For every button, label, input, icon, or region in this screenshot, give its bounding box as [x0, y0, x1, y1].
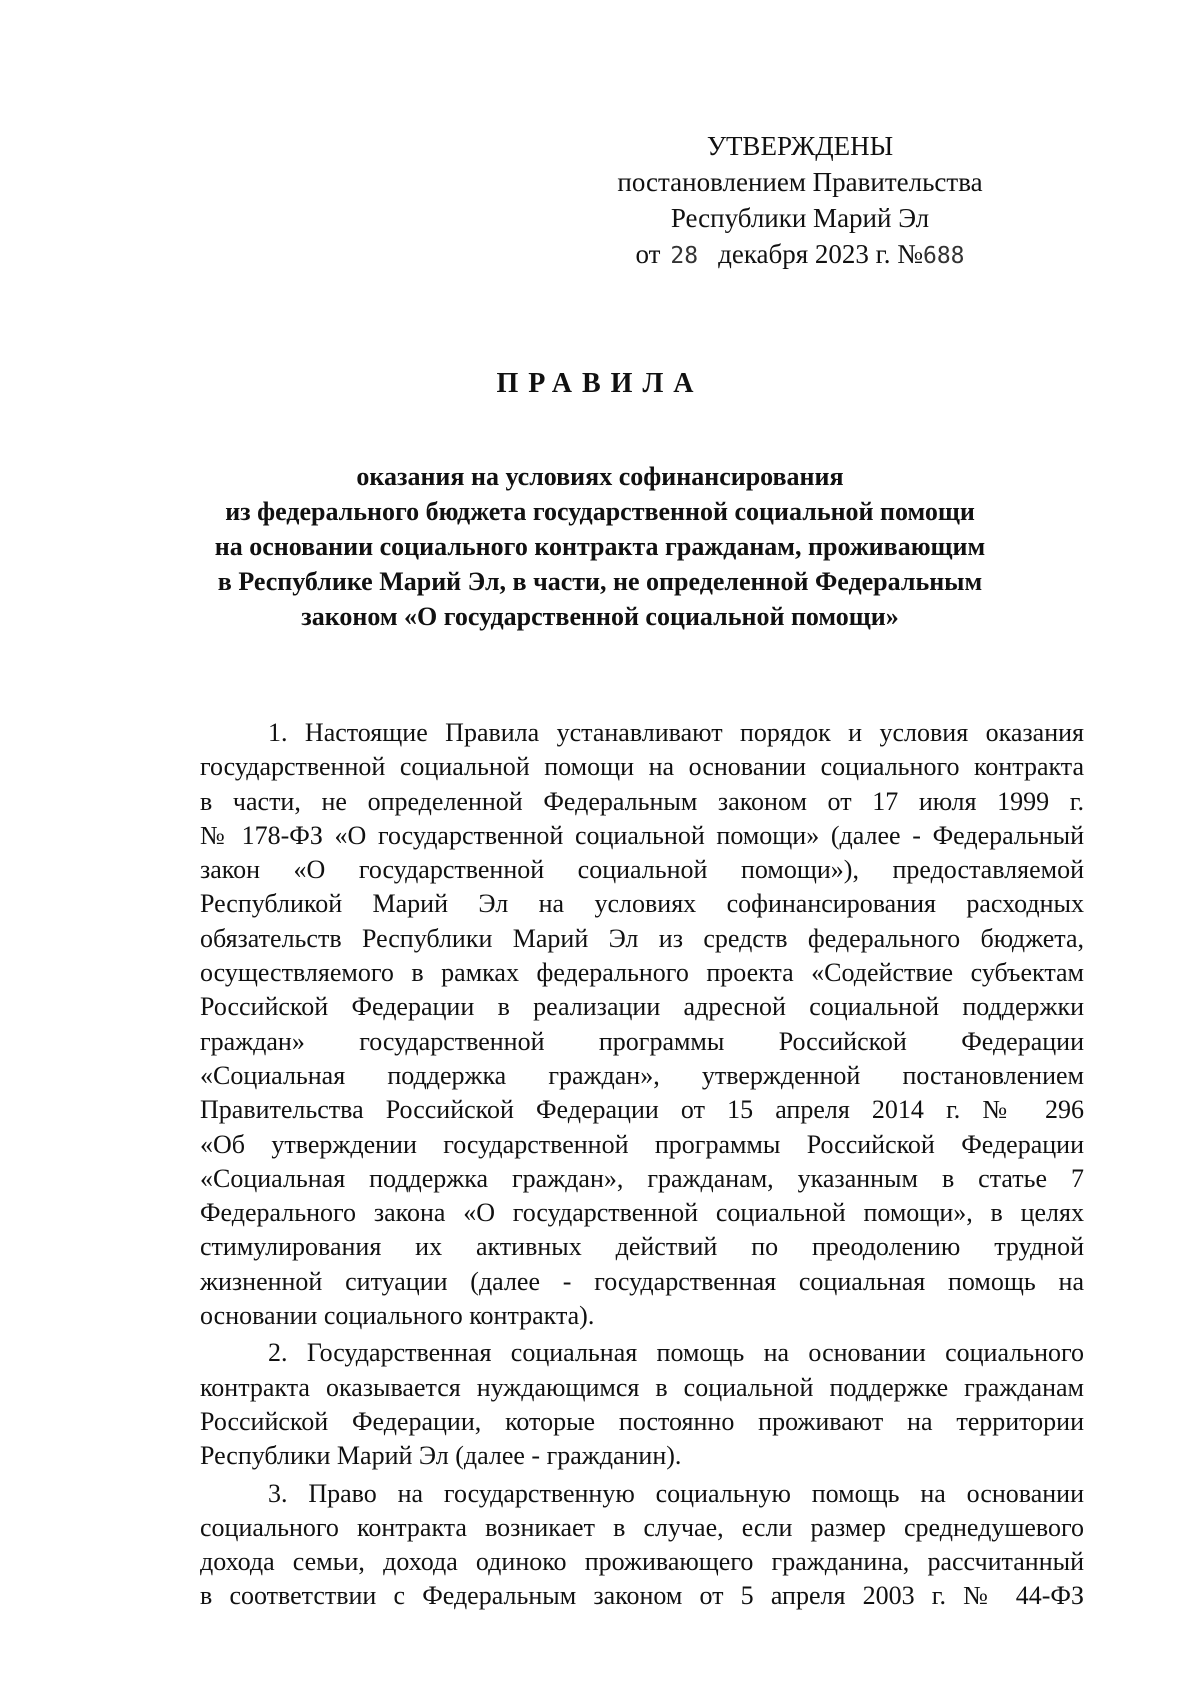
- text-line: 3. Право на государственную социальную помощь на основании: [268, 1478, 1084, 1508]
- text-line: закон «О государственной социальной помощи»), предоставляемой: [200, 855, 1084, 885]
- text-line: основании социального контракта).: [200, 1301, 595, 1331]
- handwritten-number: 688: [922, 243, 965, 269]
- subtitle-line: законом «О государственной социальной помощи»: [301, 602, 899, 631]
- paragraph-1: [200, 716, 1084, 1333]
- text-line: 1. Настоящие Правила устанавливают порядок и условия оказания: [268, 718, 1084, 747]
- text-line: в соответствии с Федеральным законом от 5 апреля 2003 г. № 44-ФЗ: [200, 1581, 1084, 1611]
- text-line: «Об утверждении государственной программы Российской Федерации: [200, 1129, 1084, 1159]
- document-title: ПРАВИЛА: [496, 368, 704, 399]
- document-body: [200, 716, 1084, 1617]
- text-line: Российской Федерации в реализации адресной социальной поддержки: [200, 992, 1084, 1022]
- paragraph-2: [200, 1336, 1084, 1473]
- text-line: государственной социальной помощи на основании социального контракта: [200, 752, 1084, 782]
- subtitle-line: оказания на условиях софинансирования: [356, 462, 844, 491]
- subtitle-line: из федерального бюджета государственной социальной помощи: [225, 497, 975, 526]
- date-rest: декабря 2023 г. №: [718, 239, 923, 269]
- paragraph-3: [200, 1477, 1084, 1614]
- text-line: 2. Государственная социальная помощь на основании социального: [268, 1338, 1084, 1368]
- text-line: Республики Марий Эл (далее - гражданин).: [200, 1441, 682, 1471]
- approval-line-resolution: постановлением Правительства: [617, 167, 983, 197]
- text-line: Правительства Российской Федерации от 15 апреля 2014 г. № 296: [200, 1095, 1084, 1125]
- handwritten-day: 28: [670, 243, 699, 269]
- subtitle-line: в Республике Марий Эл, в части, не определенной Федеральным: [217, 567, 983, 596]
- text-line: Федерального закона «О государственной социальной помощи», в целях: [200, 1198, 1084, 1228]
- date-prefix: от: [635, 239, 661, 269]
- text-line: № 178-ФЗ «О государственной социальной помощи» (далее - Федеральный: [200, 820, 1084, 850]
- text-line: осуществляемого в рамках федерального проекта «Содействие субъектам: [200, 958, 1084, 988]
- text-line: в части, не определенной Федеральным законом от 17 июля 1999 г.: [200, 786, 1084, 816]
- text-line: дохода семьи, дохода одиноко проживающего гражданина, рассчитанный: [200, 1547, 1084, 1577]
- text-line: «Социальная поддержка граждан», утвержденной постановлением: [200, 1060, 1084, 1090]
- approval-heading: УТВЕРЖДЕНЫ: [706, 131, 894, 161]
- approval-block: [560, 128, 1040, 274]
- approval-line-republic: Республики Марий Эл: [670, 203, 930, 233]
- text-line: жизненной ситуации (далее - государственная социальная помощь на: [200, 1266, 1084, 1296]
- document-subtitle: [150, 459, 1050, 634]
- text-line: социального контракта возникает в случае, если размер среднедушевого: [200, 1512, 1084, 1542]
- text-line: «Социальная поддержка граждан», гражданам, указанным в статье 7: [200, 1163, 1084, 1193]
- subtitle-line: на основании социального контракта гражданам, проживающим: [214, 532, 986, 561]
- text-line: обязательств Республики Марий Эл из средств федерального бюджета,: [200, 923, 1084, 953]
- text-line: граждан» государственной программы Российской Федерации: [200, 1026, 1084, 1056]
- approval-date-line: [560, 236, 1040, 274]
- text-line: Российской Федерации, которые постоянно проживают на территории: [200, 1406, 1084, 1436]
- text-line: Республикой Марий Эл на условиях софинансирования расходных: [200, 889, 1084, 919]
- text-line: стимулирования их активных действий по преодолению трудной: [200, 1232, 1084, 1262]
- text-line: контракта оказывается нуждающимся в социальной поддержке гражданам: [200, 1372, 1084, 1402]
